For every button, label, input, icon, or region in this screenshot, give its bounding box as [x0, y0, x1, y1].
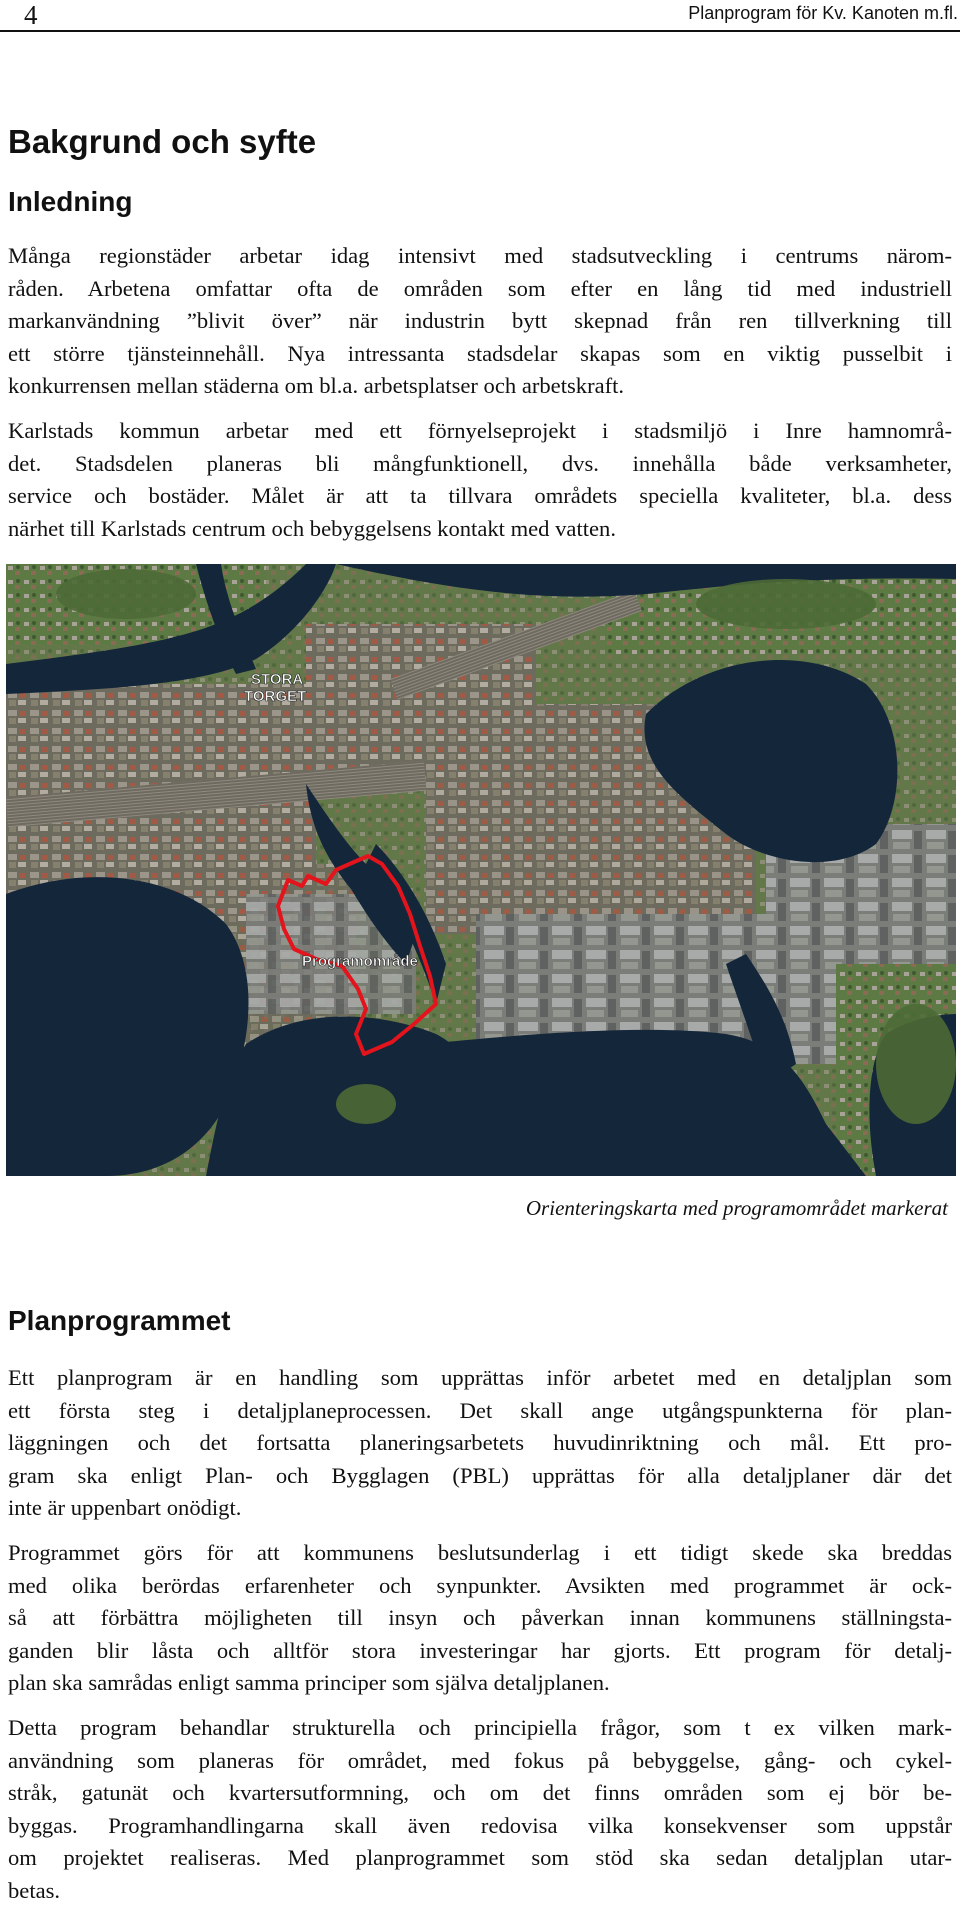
map-label-programomrade: Programområde — [302, 953, 418, 970]
text-line: ett större tjänsteinnehåll. Nya intressanta stadsdelar skapas som en viktig pusselbit i — [8, 340, 952, 366]
text-line: läggningen och det fortsatta planeringsarbetets huvudinriktning och mål. Ett pro- — [8, 1430, 952, 1455]
subheading-inledning: Inledning — [8, 186, 133, 217]
subheading-planprogrammet: Planprogrammet — [8, 1305, 231, 1336]
map-label-torget: TORGET — [244, 688, 307, 705]
text-line: Karlstads kommun arbetar med ett förnyelseprojekt i stadsmiljö i Inre hamnområ- — [8, 418, 952, 443]
text-line: det. Stadsdelen planeras bli mångfunktionell, dvs. innehålla både verksamheter, — [8, 450, 952, 476]
text-line: plan ska samrådas enligt samma principer som själva detaljplanen. — [8, 1670, 610, 1695]
text-line: Detta program behandlar strukturella och principiella frågor, som t ex vilken mark- — [8, 1715, 952, 1740]
paragraph-planprogrammet-2 — [8, 1537, 952, 1700]
text-line: Programmet görs för att kommunens beslutsunderlag i ett tidigt skede ska breddas — [8, 1540, 952, 1565]
text-line: ett första steg i detaljplaneprocessen. Det skall ange utgångspunkterna för plan- — [8, 1397, 952, 1423]
text-line: betas. — [8, 1877, 61, 1903]
text-line: stråk, gatunät och kvartersutformning, och om det finns områden som ej bör be- — [8, 1780, 952, 1805]
text-line: ganden blir låsta och alltför stora investeringar har gjorts. Ett program för detalj- — [8, 1637, 952, 1663]
map-label-stora: STORA — [251, 671, 304, 688]
paragraph-inledning-2 — [8, 415, 952, 545]
running-title: Planprogram för Kv. Kanoten m.fl. — [688, 3, 958, 23]
text-line: markanvändning ”blivit över” när industrin bytt skepnad från ren tillverkning till — [8, 308, 952, 333]
page-number: 4 — [24, 0, 38, 30]
text-line: service och bostäder. Målet är att ta tillvara områdets speciella kvaliteter, bl.a. dess — [8, 483, 952, 508]
text-line: Många regionstäder arbetar idag intensivt med stadsutveckling i centrums närom- — [8, 243, 952, 268]
text-line: användning som planeras för området, med fokus på bebyggelse, gång- och cykel- — [8, 1747, 952, 1773]
text-line: råden. Arbetena omfattar ofta de områden som efter en lång tid med industriell — [8, 275, 952, 301]
section-title: Bakgrund och syfte — [8, 123, 317, 160]
text-line: gram ska enligt Plan- och Bygglagen (PBL) upprättas för alla detaljplaner där det — [8, 1462, 952, 1488]
text-line: Ett planprogram är en handling som upprättas inför arbetet med en detaljplan som — [8, 1365, 952, 1390]
text-line: byggas. Programhandlingarna skall även redovisa vilka konsekvenser som uppstår — [8, 1812, 952, 1838]
text-line: inte är uppenbart onödigt. — [8, 1495, 242, 1520]
paragraph-inledning-1 — [8, 240, 952, 403]
text-line: närhet till Karlstads centrum och bebyggelsens kontakt med vatten. — [8, 515, 616, 541]
text-line: konkurrensen mellan städerna om bl.a. arbetsplatser och arbetskraft. — [8, 373, 625, 398]
paragraph-planprogrammet-1 — [8, 1362, 952, 1525]
paragraph-planprogrammet-3 — [8, 1712, 952, 1907]
text-line: med olika berördas erfarenheter och synpunkter. Avsikten med programmet är ock- — [8, 1572, 952, 1598]
map-caption: Orienteringskarta med programområdet markerat — [525, 1196, 948, 1220]
page-header — [0, 0, 960, 32]
orientation-map — [6, 564, 956, 1176]
text-line: så att förbättra möjligheten till insyn och påverkan innan kommunens ställningsta- — [8, 1605, 952, 1630]
text-line: om projektet realiseras. Med planprogrammet som stöd ska sedan detaljplan utar- — [8, 1845, 952, 1870]
